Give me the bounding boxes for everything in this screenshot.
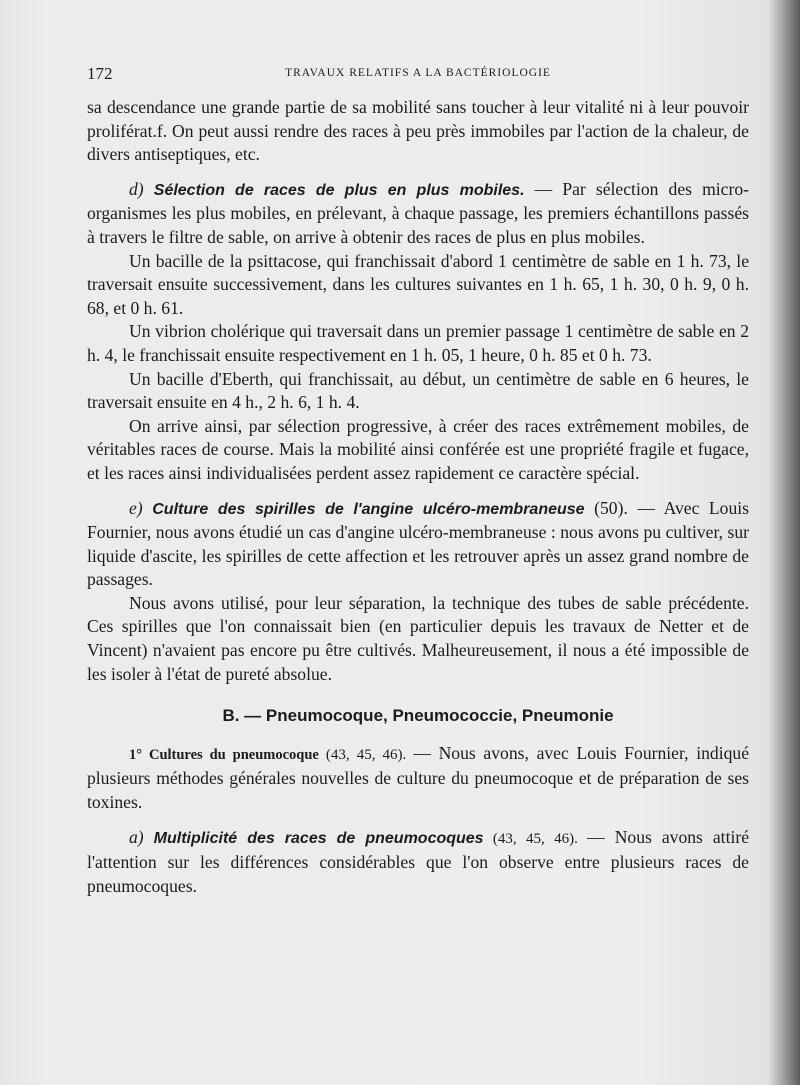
paragraph-races-course: On arrive ainsi, par sélection progressive, à créer des races extrêmement mobiles, de véritables races de course. Mais la mobilité ainsi conférée est une propriété fragile et fugace, et les races ainsi individualisées perdent assez rapidement ce caractère spécial.: [87, 415, 749, 483]
reference-e: (50). —: [584, 497, 664, 518]
paragraph-a-text: — Nous avons attiré l'attention sur les différences considérables que l'on observe entre plusieurs races de pneumocoques.: [87, 826, 750, 896]
item-letter-d: d): [129, 178, 144, 199]
paragraph-cultures: [87, 742, 749, 815]
paragraph-eberth: Un bacille d'Eberth, qui franchissait, au début, un centimètre de sable en 6 heures, le traversait ensuite en 4 h., 2 h. 6, 1 h. 4.: [87, 368, 749, 413]
subheading-e: Culture des spirilles de l'angine ulcéro-membraneuse: [152, 500, 585, 518]
paragraph-technique: Nous avons utilisé, pour leur séparation, la technique des tubes de sable précédente. Ces spirilles que l'on connaissait bien (en particulier depuis les travaux de Netter et de Vincent) n'avaient pas encore pu être cultivés. Malheureusement, il nous a été impossible de les isoler à l'état de pureté absolue.: [87, 592, 749, 684]
subheading-d: Sélection de races de plus en plus mobiles.: [153, 181, 525, 199]
paragraph-continued: sa descendance une grande partie de sa mobilité sans toucher à leur vitalité ni à leur pouvoir proliférat.f. On peut aussi rendre des races à peu près immobiles par l'action de la chaleur, de divers antiseptiques, etc.: [87, 97, 749, 165]
item-letter-e: e): [129, 497, 143, 518]
page-header: [87, 64, 749, 86]
body-text: [87, 96, 749, 898]
subheading-cultures: 1° Cultures du pneumocoque: [129, 746, 319, 763]
page-number: 172: [87, 64, 113, 83]
running-title: TRAVAUX RELATIFS A LA BACTÉRIOLOGIE: [285, 67, 551, 79]
paragraph-d-text: — Par sélection des micro-organismes les plus mobiles, en prélevant, à chaque passage, les premiers échantillons passés à travers le filtre de sable, on arrive à obtenir des races de plus en plus mobiles.: [87, 178, 749, 247]
paragraph-d: [87, 178, 749, 250]
paragraph-vibrion: Un vibrion cholérique qui traversait dans un premier passage 1 centimètre de sable en 2 h. 4, le franchissait ensuite respectivement en 1 h. 05, 1 heure, 0 h. 85 et 0 h. 73.: [87, 321, 749, 365]
paragraph-a: [87, 826, 749, 899]
paragraph-e: [87, 497, 749, 592]
reference-cultures: (43, 45, 46).: [318, 746, 414, 763]
section-heading-b: B. — Pneumocoque, Pneumococcie, Pneumonie: [222, 706, 614, 726]
paragraph-e-text: Avec Louis Fournier, nous avons étudié un cas d'angine ulcéro-membraneuse : nous avons pu cultiver, sur liquide d'ascite, les spirilles de cette affection et les retrouver après un assez grand nombre de passages.: [87, 497, 750, 590]
subheading-a: Multiplicité des races de pneumocoques: [153, 829, 484, 847]
paragraph-cultures-text: — Nous avons, avec Louis Fournier, indiqué plusieurs méthodes générales nouvelles de culture du pneumocoque et de préparation de ses toxines.: [87, 742, 750, 813]
reference-a: (43, 45, 46).: [483, 830, 588, 847]
item-letter-a: a): [129, 826, 144, 847]
paragraph-psittacose: Un bacille de la psittacose, qui franchissait d'abord 1 centimètre de sable en 1 h. 73, le traversait ensuite successivement, dans les cultures suivantes en 1 h. 65, 1 h. 30, 0 h. 9, 0 h. 68, et 0 h. 61.: [87, 250, 749, 318]
